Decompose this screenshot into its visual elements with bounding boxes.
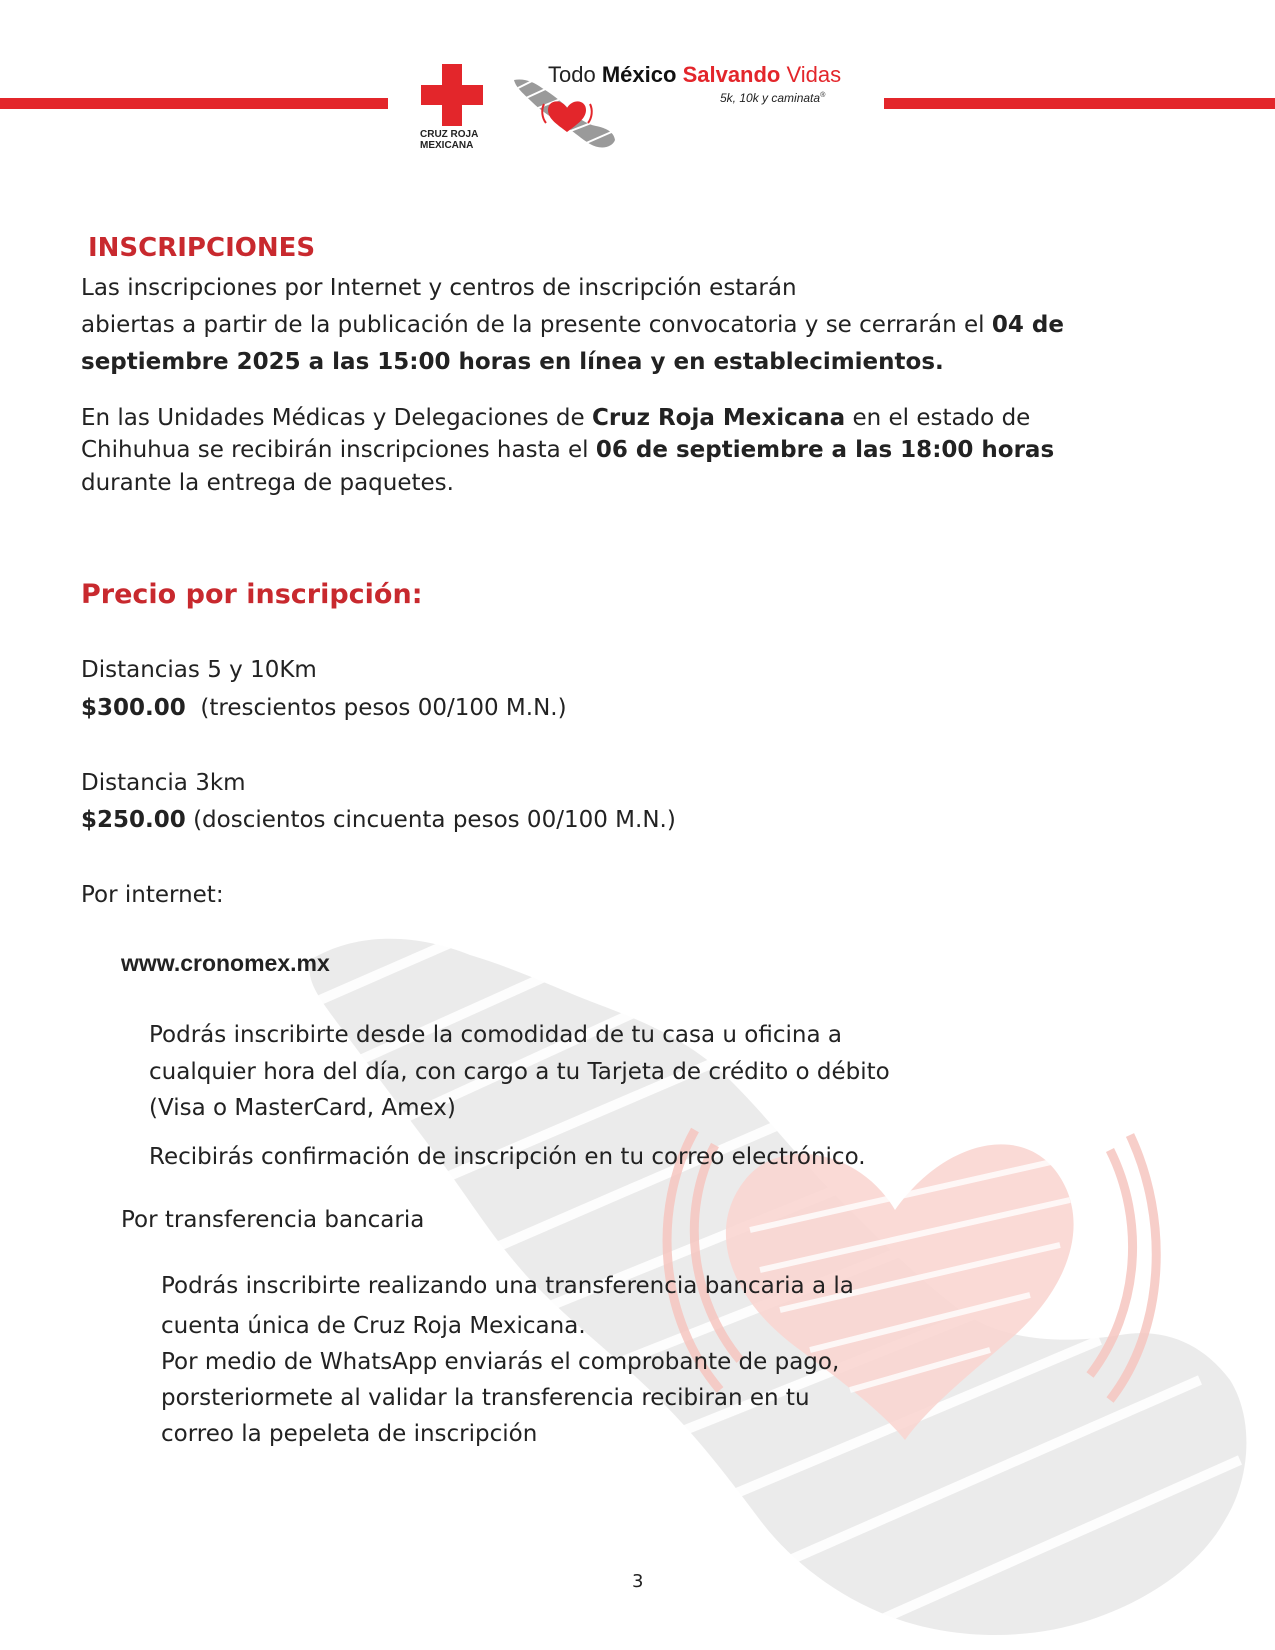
transfer-label: Por transferencia bancaria [121,1207,425,1233]
online-label: Por internet: [81,882,224,908]
cruz-roja-logo [412,64,502,154]
registration-state-text: en el estado de [845,405,1031,431]
page-number: 3 [632,1571,644,1592]
campaign-subtitle: 5k, 10k y caminata [720,91,821,105]
organization-name: Cruz Roja Mexicana [591,405,846,431]
registration-paragraph-2-line-1 [81,402,1030,435]
section-heading-inscripciones: INSCRIPCIONES [88,233,316,263]
registration-paragraph-1-line-3 [81,346,944,379]
campaign-logo [512,60,842,150]
price-3km [81,804,676,837]
price-label-3km: Distancia 3km [81,770,246,796]
header-rule-right [884,98,1275,109]
registration-paragraph-2-line-2 [81,434,1054,467]
header-rule-left [0,98,388,109]
registration-units-text: En las Unidades Médicas y Delegaciones de [81,405,592,431]
campaign-word-vidas: Vidas [786,62,842,87]
section-heading-pricing: Precio por inscripción: [81,579,423,610]
online-url-link[interactable]: www.cronomex.mx [121,950,330,976]
online-line-2: cualquier hora del día, con cargo a tu Tarjeta de crédito o débito [149,1059,890,1085]
price-words-5-10km: (trescientos pesos 00/100 M.N.) [185,695,567,721]
cruz-roja-logo-line1: CRUZ ROJA [420,129,479,140]
transfer-line-3: Por medio de WhatsApp enviarás el comprobante de pago, [161,1349,840,1375]
transfer-line-4: porsteriormete al validar la transferencia recibiran en tu [161,1385,810,1411]
registration-paragraph-1-line-1: Las inscripciones por Internet y centros de inscripción estarán [81,275,797,301]
campaign-word-salvando: Salvando [682,62,781,87]
price-words-3km: (doscientos cincuenta pesos 00/100 M.N.) [185,807,676,833]
registration-paragraph-1-line-2 [81,309,1064,342]
transfer-line-1: Podrás inscribirte realizando una transferencia bancaria a la [161,1273,854,1299]
online-line-1: Podrás inscribirte desde la comodidad de tu casa u oficina a [149,1022,842,1048]
price-amount-3km: $250.00 [81,807,186,833]
transfer-line-5: correo la pepeleta de inscripción [161,1421,538,1447]
registration-closing-text: abiertas a partir de la publicación de la presente convocatoria y se cerrarán el [81,312,992,338]
price-5-10km [81,692,567,725]
price-amount-5-10km: $300.00 [81,695,186,721]
campaign-word-mexico: México [601,62,677,87]
registration-until-text: Chihuhua se recibirán inscripciones hasta el [81,437,596,463]
price-label-5-10km: Distancias 5 y 10Km [81,657,317,683]
transfer-line-2: cuenta única de Cruz Roja Mexicana. [161,1313,586,1339]
registration-deadline: 06 de septiembre a las 18:00 horas [595,437,1055,463]
registration-paragraph-2-line-3: durante la entrega de paquetes. [81,470,454,496]
cruz-roja-logo-line2: MEXICANA [420,140,474,151]
campaign-word-todo: Todo [548,62,596,87]
registration-closing-date-start: 04 de [991,312,1064,338]
online-line-4: Recibirás confirmación de inscripción en tu correo electrónico. [149,1144,866,1170]
online-line-3: (Visa o MasterCard, Amex) [149,1095,456,1121]
campaign-registered-mark: ® [820,92,826,99]
registration-closing-date-end: septiembre 2025 a las 15:00 horas en línea y en establecimientos. [81,349,944,375]
red-cross-logo-icon [421,64,483,126]
